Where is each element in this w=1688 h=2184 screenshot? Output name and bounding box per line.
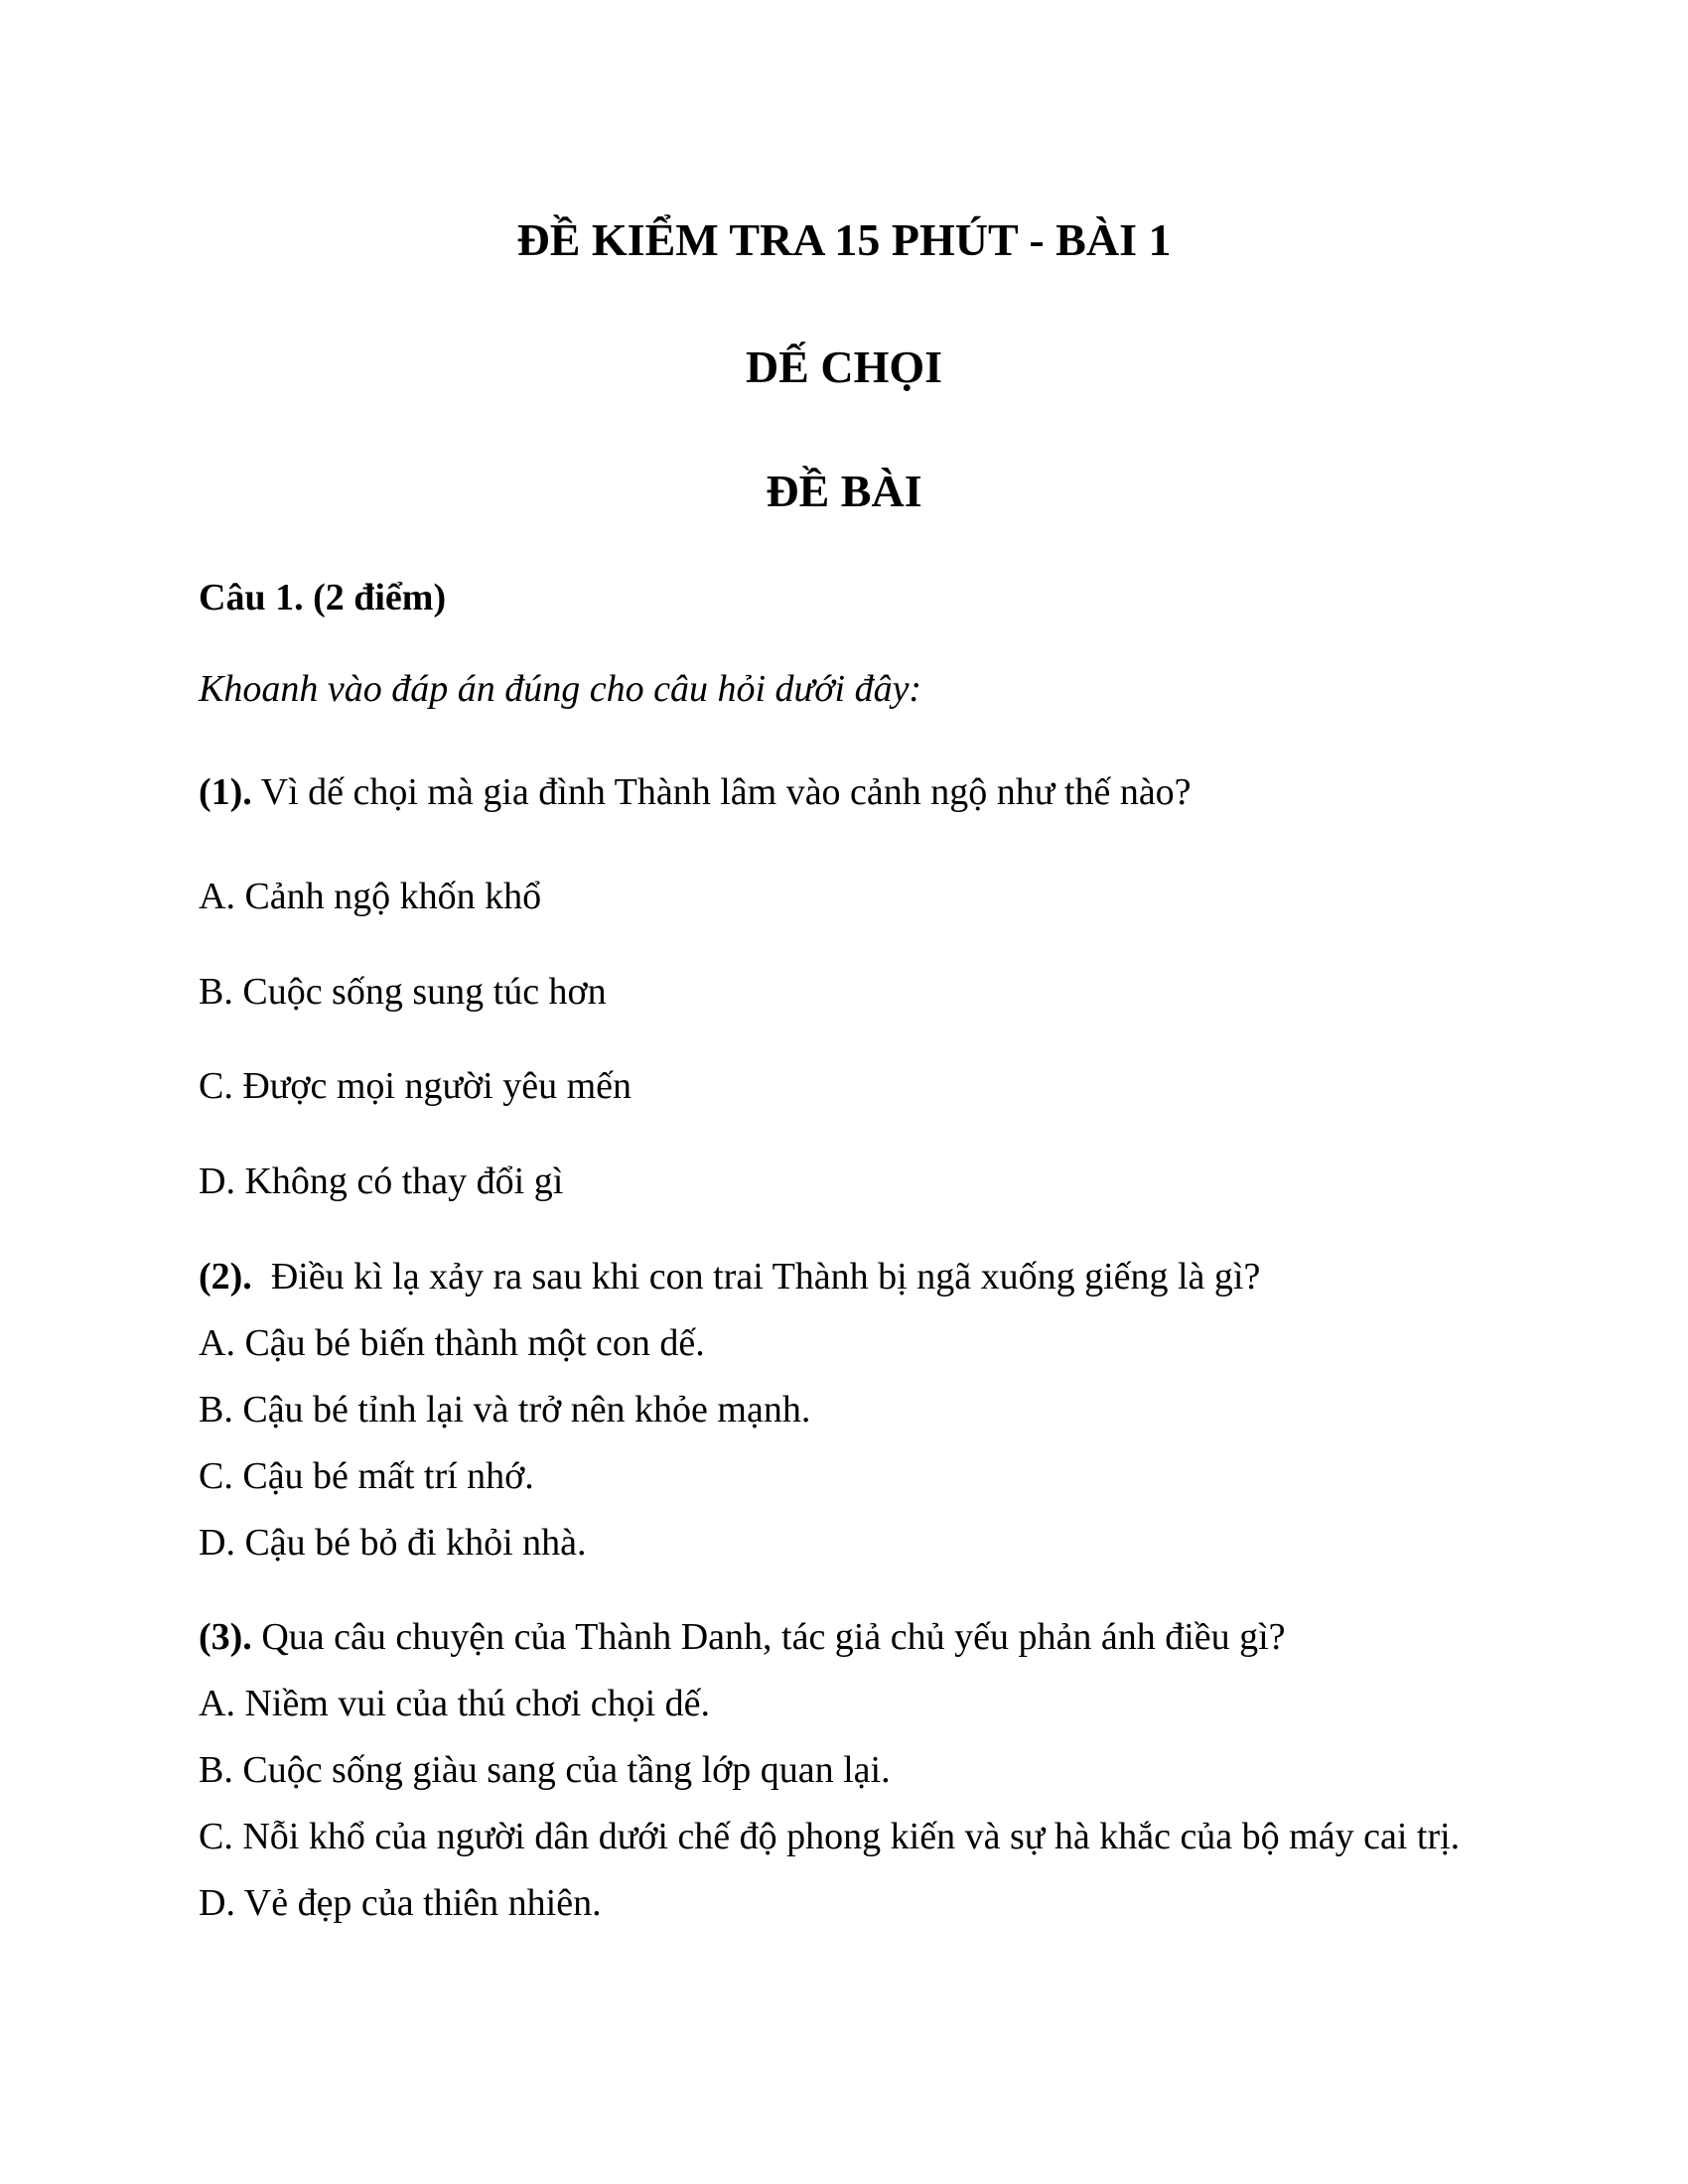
question-3-option-c: C. Nỗi khổ của người dân dưới chế độ phong kiến và sự hà khắc của bộ máy cai trị.: [199, 1816, 1461, 1857]
section-heading: ĐỀ BÀI: [766, 466, 922, 516]
question-2-option-d: D. Cậu bé bỏ đi khỏi nhà.: [199, 1522, 587, 1564]
question-3-option-d: D. Vẻ đẹp của thiên nhiên.: [199, 1882, 602, 1924]
question-2-option-c: C. Cậu bé mất trí nhớ.: [199, 1455, 534, 1497]
question-1-option-c: C. Được mọi người yêu mến: [199, 1065, 632, 1107]
question-1: [199, 770, 1192, 814]
question-3: [199, 1615, 1286, 1659]
question-3-option-a: A. Niềm vui của thú chơi chọi dế.: [199, 1683, 711, 1724]
question-2-text: Điều kì lạ xảy ra sau khi con trai Thành bị ngã xuống giếng là gì?: [251, 1256, 1261, 1297]
question-1-number: (1).: [199, 771, 252, 813]
question-3-text: Qua câu chuyện của Thành Danh, tác giả chủ yếu phản ánh điều gì?: [251, 1616, 1286, 1658]
question-1-text: Vì dế chọi mà gia đình Thành lâm vào cảnh ngộ như thế nào?: [251, 771, 1192, 813]
question-2-option-a: A. Cậu bé biến thành một con dế.: [199, 1322, 705, 1364]
question-2-option-b: B. Cậu bé tỉnh lại và trở nên khỏe mạnh.: [199, 1389, 811, 1431]
question-2: [199, 1255, 1260, 1298]
instruction-text: Khoanh vào đáp án đúng cho câu hỏi dưới đây:: [199, 668, 922, 710]
question-1-option-d: D. Không có thay đổi gì: [199, 1160, 564, 1202]
question-1-option-a: A. Cảnh ngộ khốn khổ: [199, 876, 542, 917]
document-subtitle: DẾ CHỌI: [745, 341, 943, 392]
question-2-number: (2).: [199, 1256, 252, 1297]
question-3-option-b: B. Cuộc sống giàu sang của tầng lớp quan lại.: [199, 1749, 891, 1791]
question-1-option-b: B. Cuộc sống sung túc hơn: [199, 971, 607, 1013]
document-title: ĐỀ KIỂM TRA 15 PHÚT - BÀI 1: [516, 214, 1172, 265]
question-3-number: (3).: [199, 1616, 252, 1658]
question-heading: Câu 1. (2 điểm): [199, 577, 447, 618]
